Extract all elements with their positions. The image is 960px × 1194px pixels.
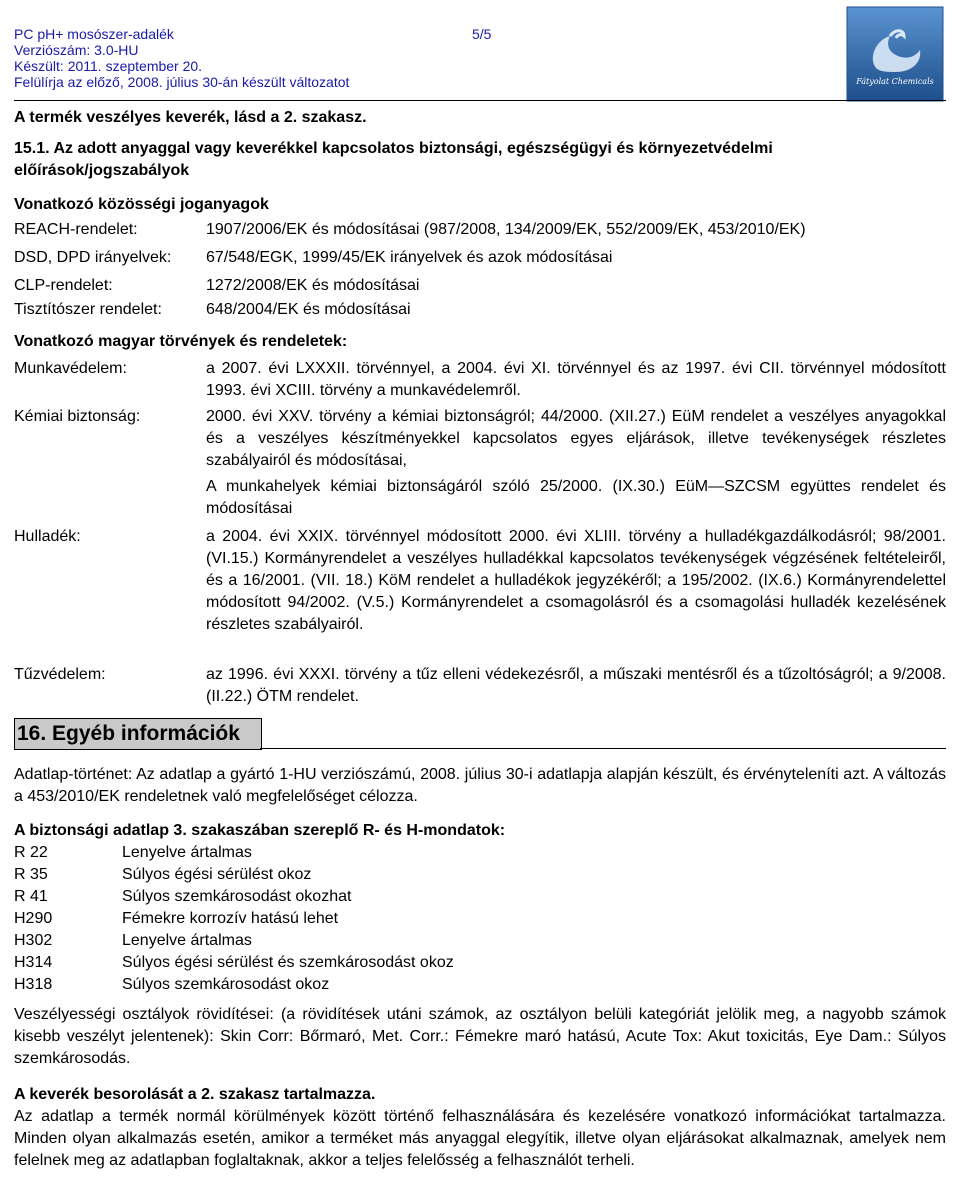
created-date: Készült: 2011. szeptember 20. <box>14 58 203 74</box>
phrase-row <box>14 952 454 974</box>
phrase-row <box>14 864 311 886</box>
phrase-row <box>14 908 338 930</box>
waste-text: a 2004. évi XXIX. törvénnyel módosított 2000. évi XLIII. törvény a hulladékgazdálkodásról; 98/2001.(VI.15.) Kormányrendelet a veszélyes hulladékkal kapcsolatos tevékenységek végzésének feltételeiről, és a 16/2001. (VII. 18.) KöM rendelet a hulladékok jegyzékéről; a 195/2002. (IX.6.) Kormányrendelettel módosított 94/2002. (V.5.) Kormányrendelet a csomagolásról és a csomagolási hulladék kezelésének részletes szabályairól. <box>206 528 946 633</box>
community-heading: Vonatkozó közösségi joganyagok <box>14 196 269 213</box>
detergent-value: 648/2004/EK és módosításai <box>206 301 411 318</box>
page-number: 5/5 <box>472 26 492 42</box>
abbreviations-text: Veszélyességi osztályok rövidítései: (a rövidítések utáni számok, az osztályon belüli kategóriát jelölik meg, a nagyobb számok kisebb veszélyt jelentenek): Skin Corr: Bőrmaró, Met. Corr.: Fémekre maró hatású, Acute Tox: Akut toxicitás, Eye Dam.: Súlyos szemkárosodás. <box>14 1006 946 1067</box>
phrase-text: Súlyos égési sérülést és szemkárosodást okoz <box>122 954 454 971</box>
dsd-label: DSD, DPD irányelvek: <box>14 249 172 266</box>
clp-label: CLP-rendelet: <box>14 277 113 294</box>
section-16-divider <box>260 748 946 749</box>
hungarian-heading: Vonatkozó magyar törvények és rendeletek: <box>14 333 348 350</box>
detergent-label: Tisztítószer rendelet: <box>14 301 162 318</box>
fire-label: Tűzvédelem: <box>14 666 106 683</box>
phrase-code: H314 <box>14 954 53 971</box>
reach-value: 1907/2006/EK és módosításai (987/2008, 134/2009/EK, 552/2009/EK, 453/2010/EK) <box>206 221 806 238</box>
fire-text: az 1996. évi XXXI. törvény a tűz elleni védekezésről, a műszaki mentésről és a tűzoltóságról; a 9/2008. (II.22.) ÖTM rendelet. <box>206 666 946 705</box>
chem-label: Kémiai biztonság: <box>14 408 141 425</box>
phrase-row <box>14 842 252 864</box>
page-header <box>14 26 494 90</box>
supersedes-note: Felülírja az előző, 2008. július 30-án készült változatot <box>14 74 350 90</box>
clp-value: 1272/2008/EK és módosításai <box>206 277 420 294</box>
history-text: Adatlap-történet: Az adatlap a gyártó 1-HU verziószámú, 2008. július 30-i adatlapja alapján készült, és érvényteleníti azt. A változás a 453/2010/EK rendeletnek való megfelelőséget célozza. <box>14 766 946 805</box>
phrase-code: H290 <box>14 910 53 927</box>
phrase-code: R 35 <box>14 866 48 883</box>
phrase-code: H318 <box>14 976 53 993</box>
waste-label: Hulladék: <box>14 528 81 545</box>
company-logo <box>846 6 944 102</box>
chem-text-1: 2000. évi XXV. törvény a kémiai biztonságról; 44/2000. (XII.27.) EüM rendelet a veszélyes anyagokkal és a veszélyes készítményekkel kapcsolatos egyes eljárások, illetve tevékenységek részletes szabályairól és módosításai, <box>206 408 946 469</box>
phrase-code: H302 <box>14 932 53 949</box>
intro-text: A termék veszélyes keverék, lásd a 2. szakasz. <box>14 109 367 126</box>
reach-label: REACH-rendelet: <box>14 221 138 238</box>
dsd-value: 67/548/EGK, 1999/45/EK irányelvek és azok módosításai <box>206 249 613 266</box>
phrase-row <box>14 930 252 952</box>
classification-note: A keverék besorolását a 2. szakasz tartalmazza. <box>14 1086 376 1103</box>
phrase-text: Fémekre korrozív hatású lehet <box>122 910 339 927</box>
phrase-row <box>14 886 351 908</box>
phrase-text: Súlyos szemkárosodást okozhat <box>122 888 352 905</box>
logo-text: Fátyolat Chemicals <box>856 77 934 86</box>
phrase-text: Súlyos égési sérülést okoz <box>122 866 312 883</box>
labor-text: a 2007. évi LXXXII. törvénnyel, a 2004. évi XI. törvénnyel és az 1997. évi CII. törvénnyel módosított 1993. évi XCIII. törvény a munkavédelemről. <box>206 360 946 399</box>
disclaimer-text: Az adatlap a termék normál körülmények között történő felhasználására és kezelésére vonatkozó információkat tartalmazza. Minden olyan alkalmazás esetén, amikor a terméket más anyaggal elegyítik, illetve olyan eljárásokat alkalmaznak, amelyek nem felelnek meg az adatlapban foglaltaknak, akkor a teljes felelősség a felhasználót terheli. <box>14 1108 946 1169</box>
phrase-code: R 22 <box>14 844 48 861</box>
product-name: PC pH+ mosószer-adalék <box>14 26 174 42</box>
phrase-text: Súlyos szemkárosodást okoz <box>122 976 330 993</box>
chem-text-2: A munkahelyek kémiai biztonságáról szóló 25/2000. (IX.30.) EüM—SZCSM együttes rendelet és módosításai <box>206 478 946 517</box>
version-number: Verziószám: 3.0-HU <box>14 42 139 58</box>
phrase-row <box>14 974 329 996</box>
section-16-title: 16. Egyéb információk <box>14 718 262 750</box>
section-15-1-title-cont: előírások/jogszabályok <box>14 162 190 179</box>
phrase-code: R 41 <box>14 888 48 905</box>
labor-label: Munkavédelem: <box>14 360 127 377</box>
phrases-heading: A biztonsági adatlap 3. szakaszában szereplő R- és H-mondatok: <box>14 822 506 839</box>
header-divider <box>14 100 946 101</box>
phrase-text: Lenyelve ártalmas <box>122 844 252 861</box>
phrase-text: Lenyelve ártalmas <box>122 932 252 949</box>
section-15-1-title: 15.1. Az adott anyaggal vagy keverékkel kapcsolatos biztonsági, egészségügyi és környezetvédelmi <box>14 140 773 157</box>
